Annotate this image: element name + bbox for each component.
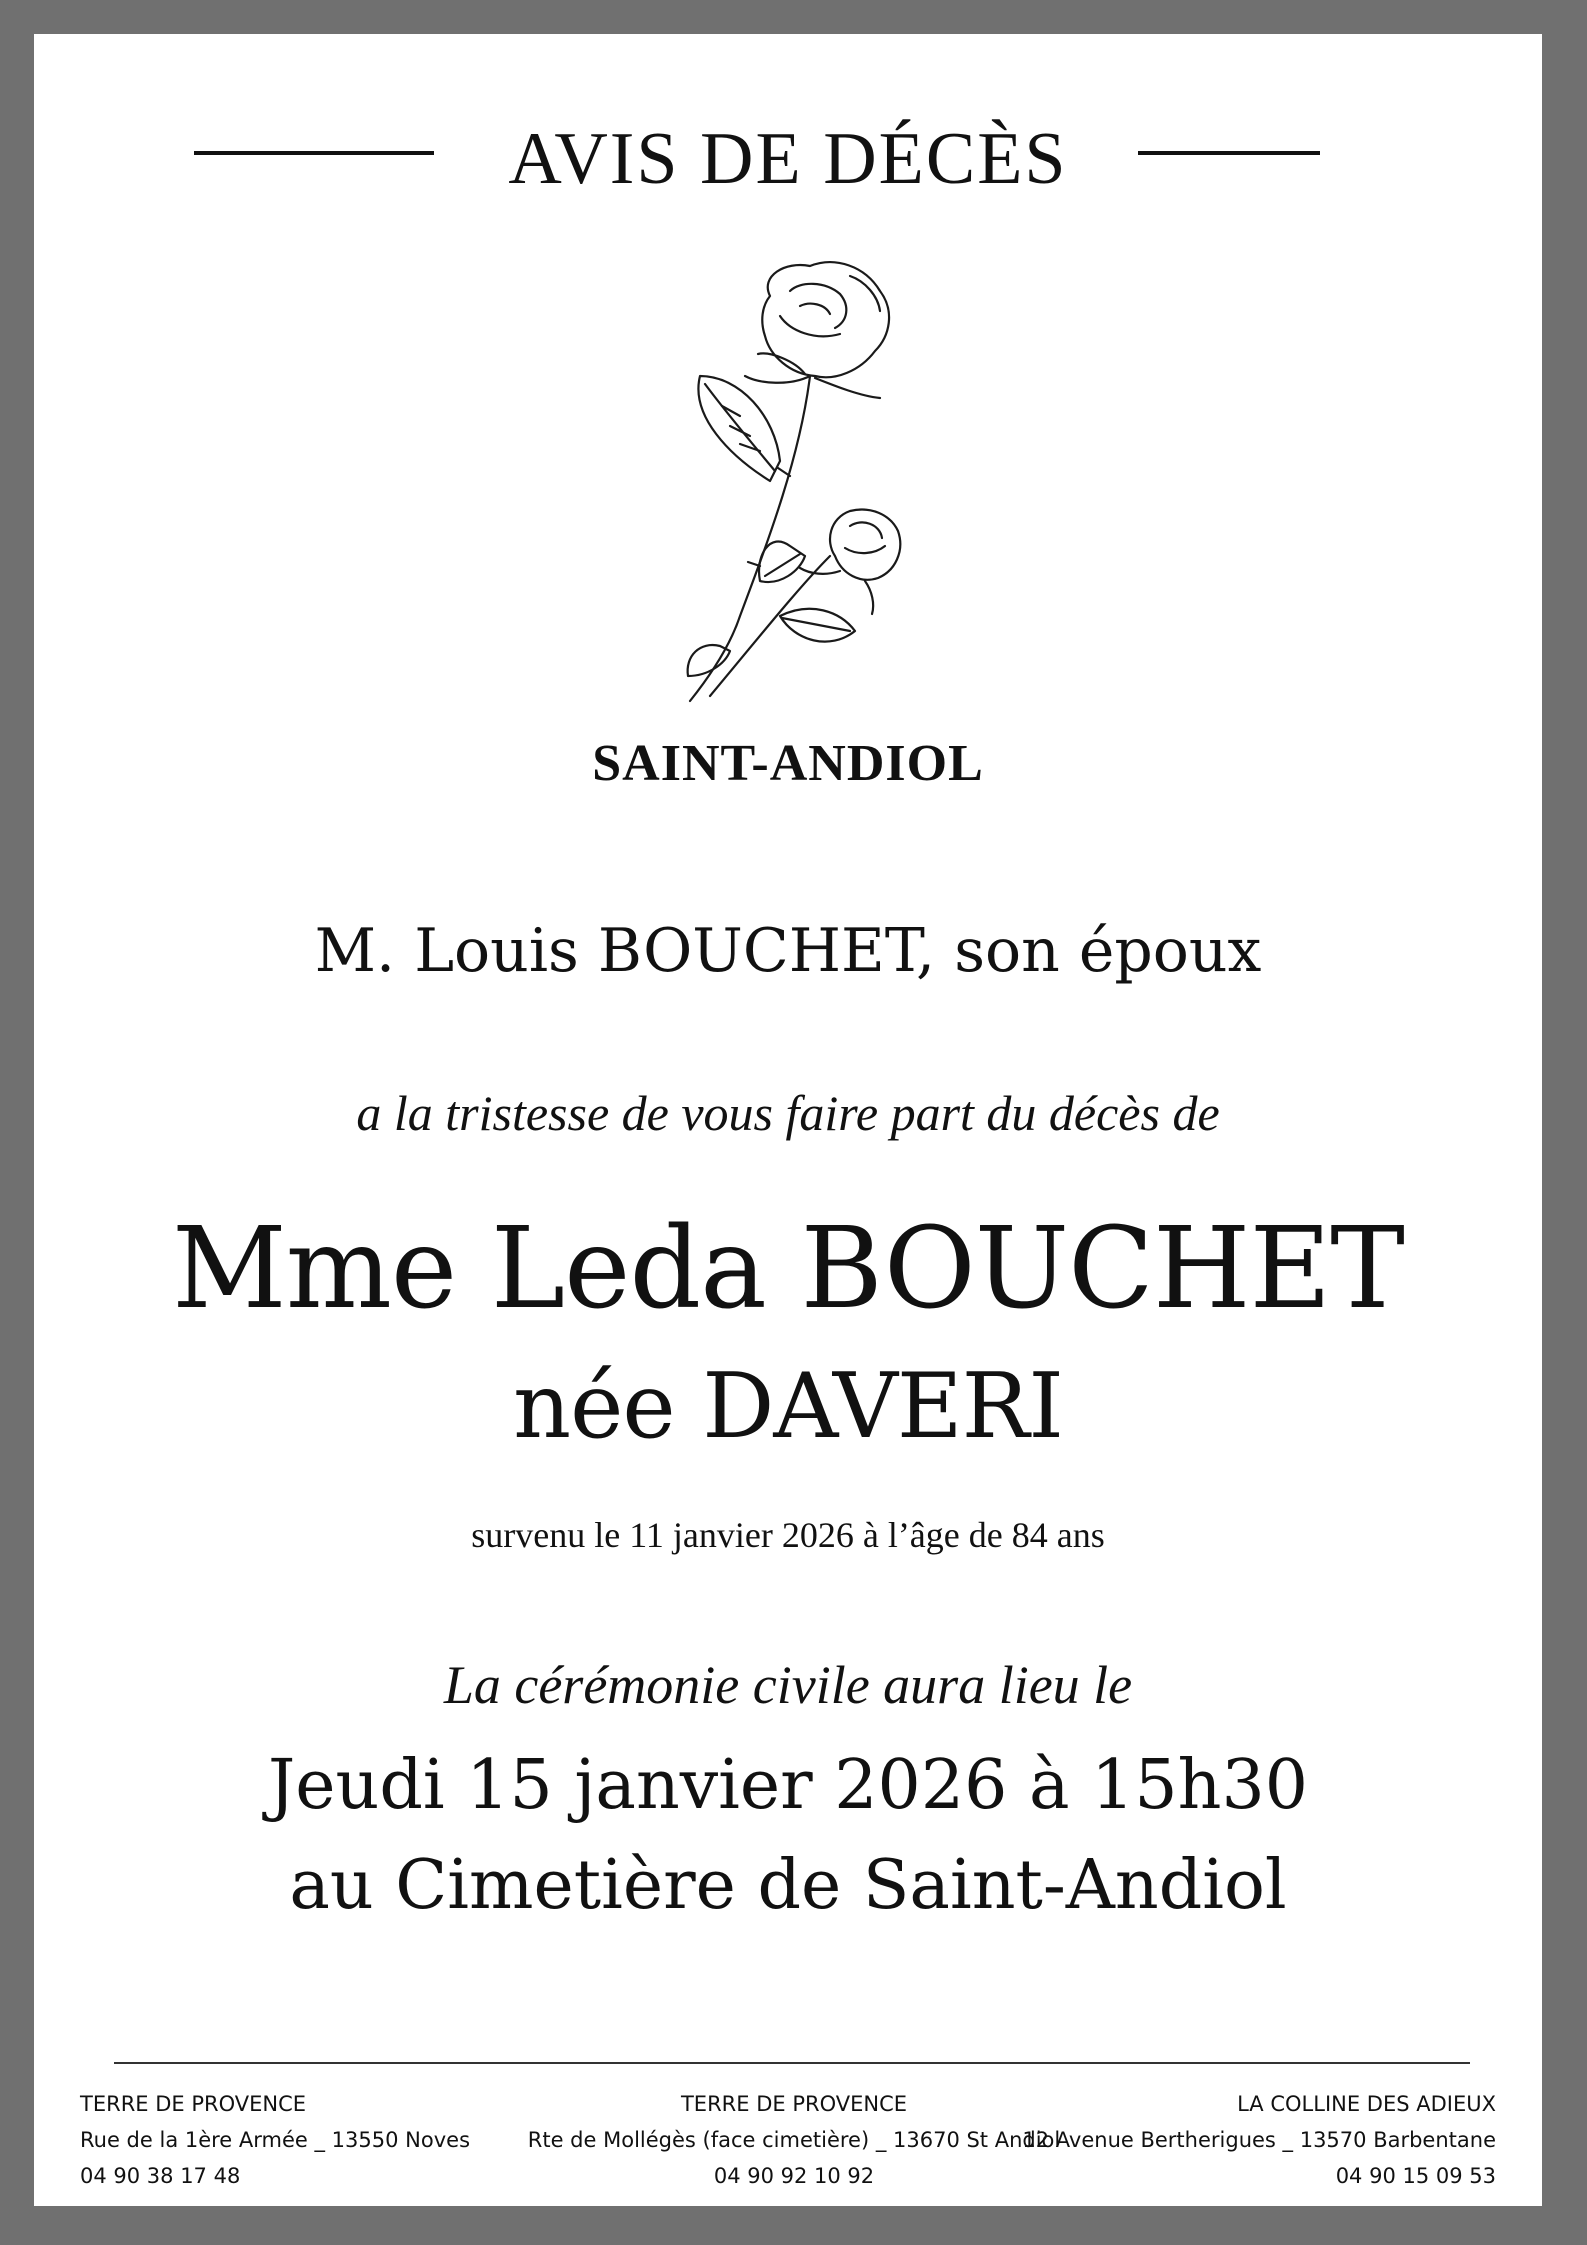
funeral-home-1: [80, 2086, 470, 2194]
maiden-name: née DAVERI: [513, 1354, 1063, 1459]
footer-divider: [114, 2062, 1470, 2064]
footer: [34, 2086, 1542, 2186]
funeral-home-name: TERRE DE PROVENCE: [680, 2092, 908, 2116]
header-rule-right: [1138, 151, 1320, 155]
funeral-home-phone: 04 90 15 09 53: [1335, 2164, 1496, 2188]
spouse-line: M. Louis BOUCHET, son époux: [314, 916, 1262, 986]
death-date: survenu le 11 janvier 2026 à l’âge de 84 ans: [471, 1515, 1105, 1555]
ceremony-intro: La cérémonie civile aura lieu le: [443, 1655, 1133, 1715]
header-rule-left: [194, 151, 434, 155]
funeral-home-phone: 04 90 38 17 48: [80, 2164, 241, 2188]
funeral-home-address: 12 Avenue Bertherigues _ 13570 Barbentane: [1022, 2128, 1496, 2152]
funeral-home-address: Rue de la 1ère Armée _ 13550 Noves: [80, 2128, 471, 2152]
ceremony-location: au Cimetière de Saint-Andiol: [289, 1846, 1287, 1925]
announcement-intro: a la tristesse de vous faire part du décès de: [356, 1085, 1220, 1141]
ceremony-datetime: Jeudi 15 janvier 2026 à 15h30: [268, 1746, 1308, 1825]
page-title: AVIS DE DÉCÈS: [508, 118, 1068, 200]
funeral-home-3: [1022, 2086, 1496, 2194]
rose-icon: [650, 256, 950, 716]
funeral-home-address: Rte de Mollégès (face cimetière) _ 13670 St Andiol: [527, 2128, 1061, 2152]
funeral-home-name: TERRE DE PROVENCE: [80, 2092, 307, 2116]
city-name: SAINT-ANDIOL: [592, 735, 984, 792]
header: [34, 104, 1542, 214]
deceased-name: Mme Leda BOUCHET: [172, 1204, 1404, 1334]
funeral-home-phone: 04 90 92 10 92: [713, 2164, 875, 2188]
funeral-home-name: LA COLLINE DES ADIEUX: [1237, 2092, 1496, 2116]
notice-sheet: [34, 34, 1542, 2206]
